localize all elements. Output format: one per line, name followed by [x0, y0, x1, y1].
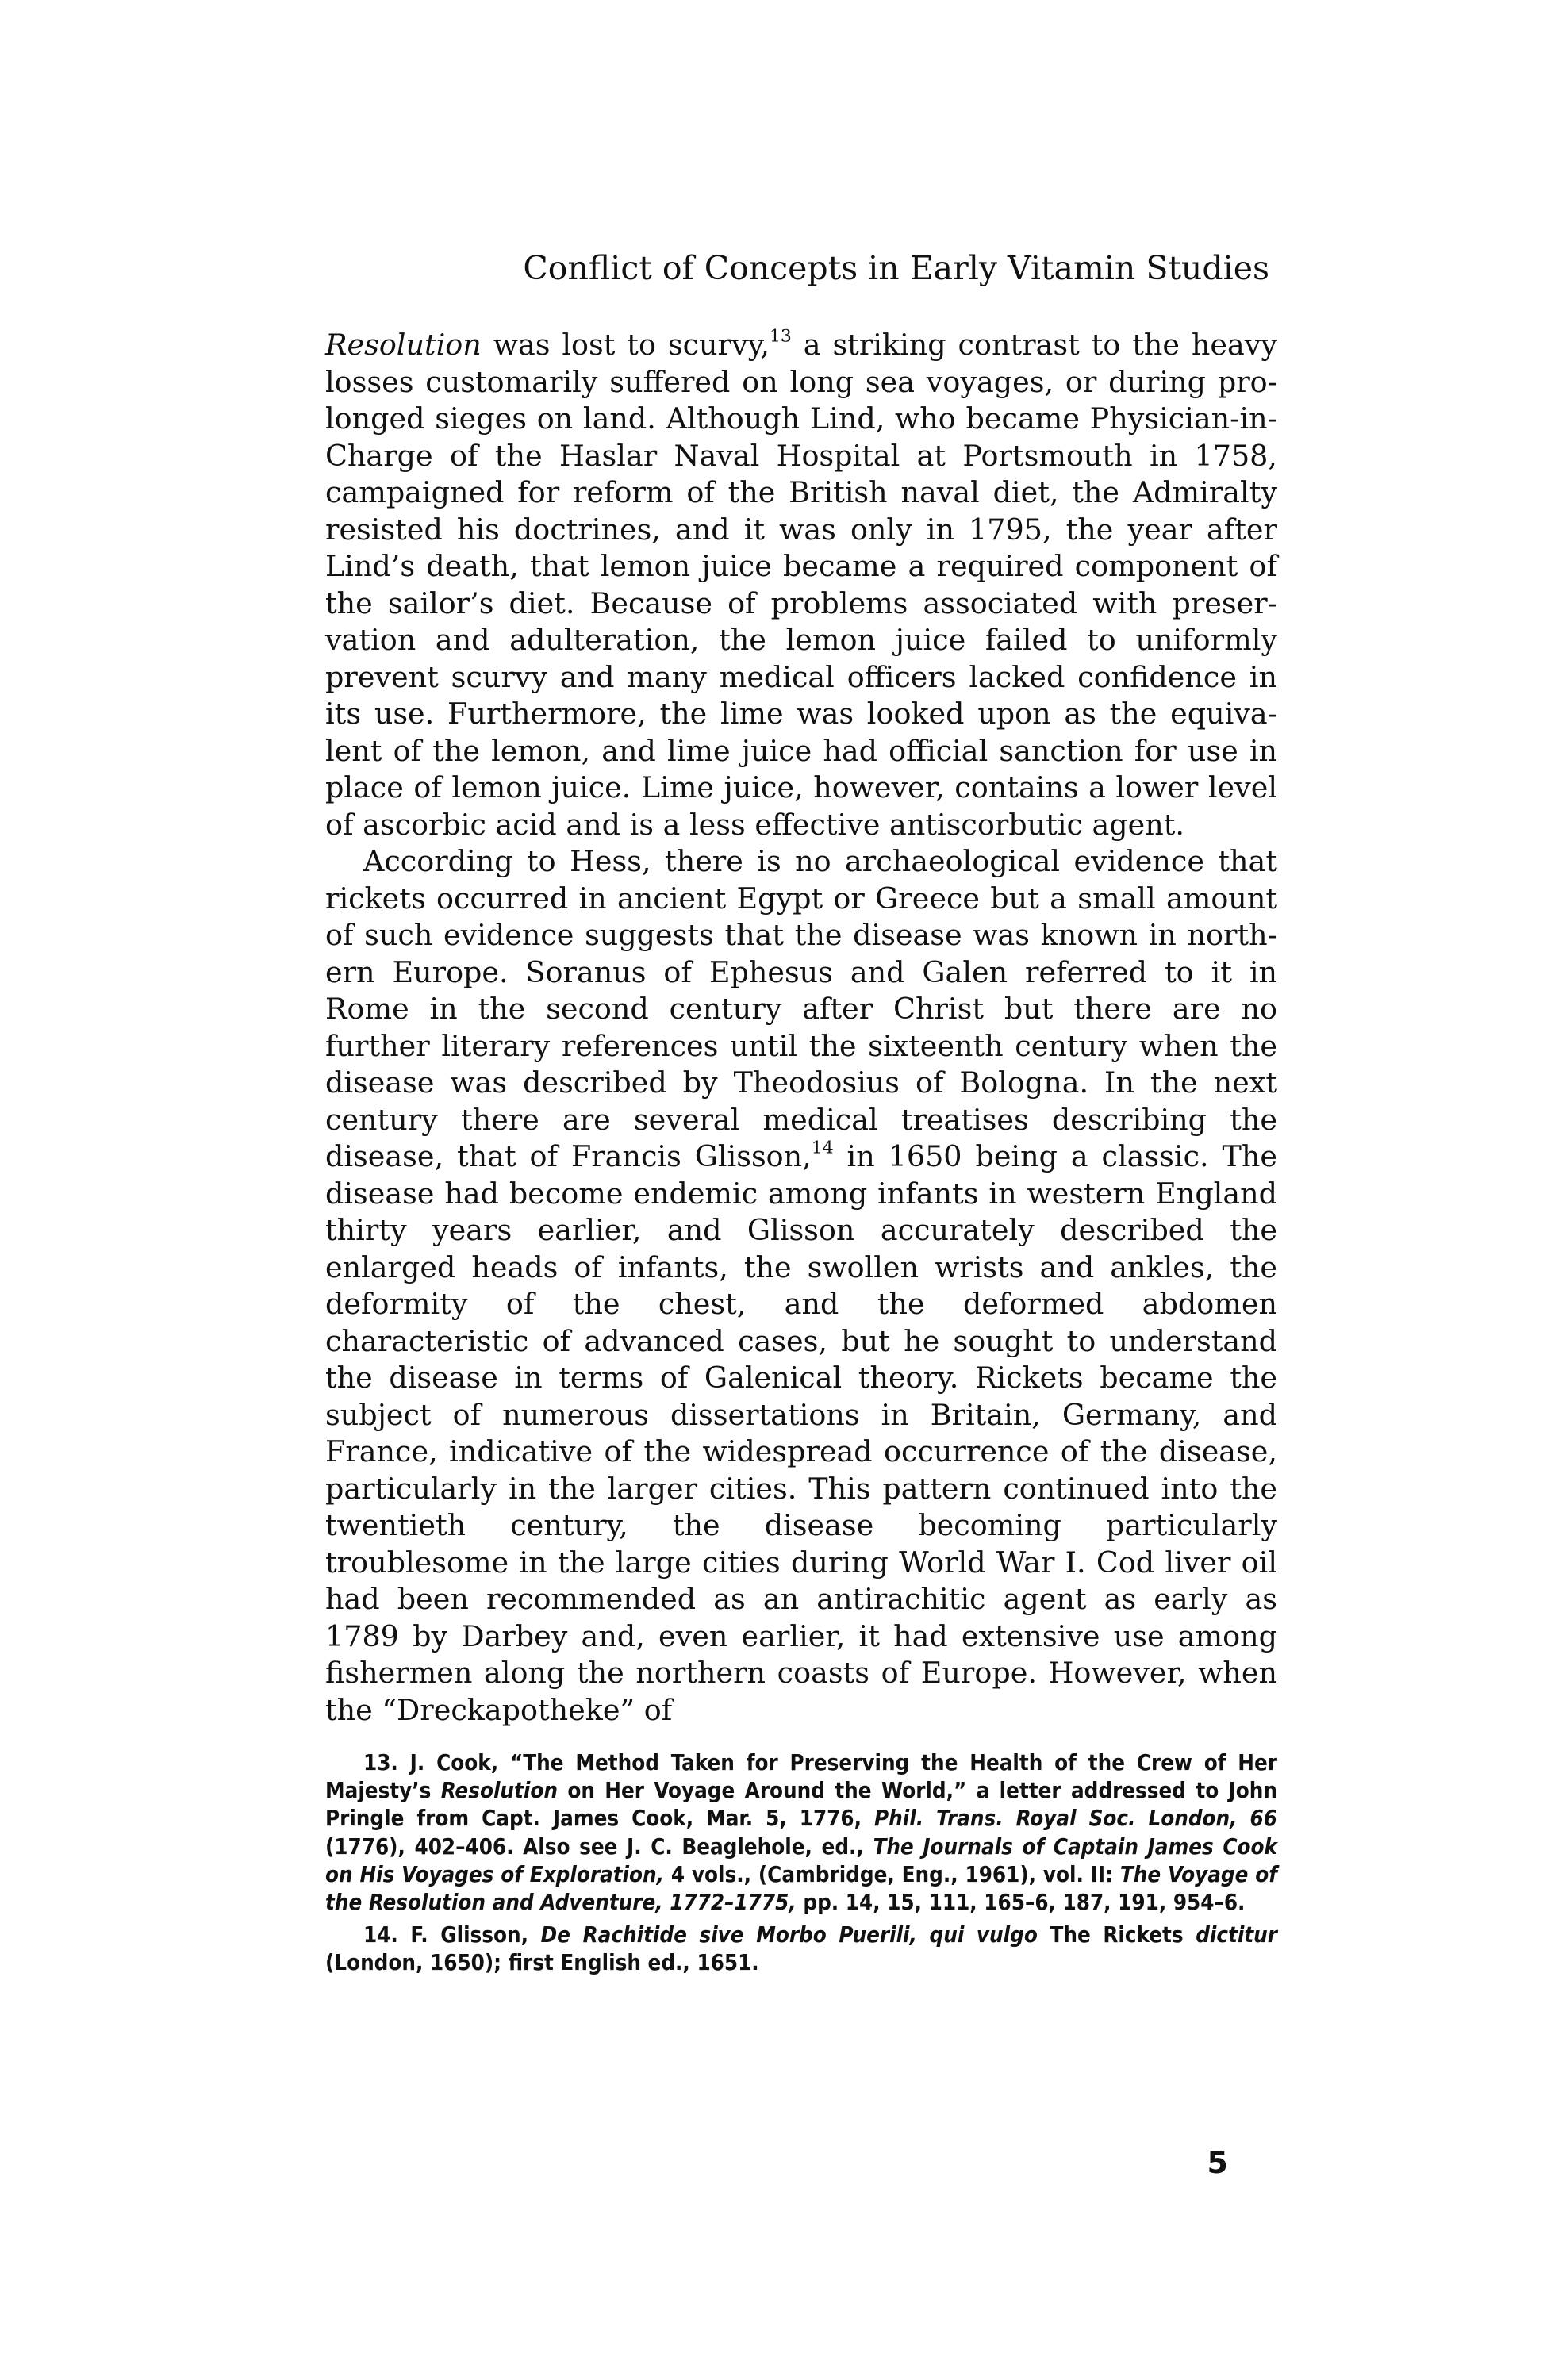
footnote-13-text-a: 13. J. Cook, “The Method Taken for Preserving the Health of the Crew of Her Majesty’s: [325, 1750, 1277, 1804]
footnote-14-text-c: (London, 1650); first English ed., 1651.: [325, 1950, 759, 1976]
footnote-13-italic-2: Phil. Trans. Royal Soc. London, 66: [874, 1806, 1277, 1832]
footnote-13-text-d: 4 vols., (Cambridge, Eng., 1961), vol. II:: [664, 1861, 1120, 1887]
footnote-13-text-c: (1776), 402–406. Also see J. C. Beaglehole, ed.,: [325, 1833, 873, 1860]
footnote-13: [325, 1749, 1277, 1917]
paragraph-1: [325, 327, 1277, 843]
footnote-14-text-a: 14. F. Glisson,: [363, 1922, 541, 1948]
italic-ship-name: Resolution: [325, 328, 482, 362]
paragraph-2-text-a: According to Hess, there is no archaeological evidence that rickets occurred in ancient Egypt or Greece but a small amount of such evidence suggests that the disease was known in northern Europe. Soranus of Ephesus and Galen referred to it in Rome in the second century after Christ but there are no further literary references until the sixteenth century when the disease was described by Theodosius of Bologna. In the next century there are several medical treatises describing the disease, that of Francis Glisson,: [325, 844, 1277, 1173]
footnotes: [325, 1749, 1277, 1983]
body-text: [325, 327, 1277, 1729]
paragraph-2: [325, 843, 1277, 1729]
paragraph-1-text-a: was lost to scurvy,: [481, 328, 770, 362]
page-number: 5: [1207, 2145, 1228, 2180]
footnote-13-italic-4: The Voyage of the Resolution and Adventure, 1772–1775,: [325, 1861, 1277, 1916]
footnote-14: [325, 1921, 1277, 1977]
footnote-14-italic-2: dictitur: [1196, 1922, 1278, 1948]
running-head: Conflict of Concepts in Early Vitamin Studies: [523, 249, 1269, 287]
footnote-ref-13[interactable]: 13: [770, 326, 792, 347]
footnote-13-italic-3: The Journals of Captain James Cook on His Voyages of Exploration,: [325, 1833, 1277, 1887]
footnote-14-text-b: The Rickets: [1037, 1922, 1196, 1948]
footnote-13-text-e: pp. 14, 15, 111, 165–6, 187, 191, 954–6.: [796, 1890, 1246, 1916]
footnote-13-text-b: on Her Voyage Around the World,” a letter addressed to John Pringle from Capt. James Cook, Mar. 5, 1776,: [325, 1778, 1277, 1832]
paragraph-2-text-b: in 1650 being a classic. The disease had become endemic among infants in western England thirty years earlier, and Glisson accurately described the enlarged heads of infants, the swollen wrists and ankles, the deformity of the chest, and the deformed abdomen characteristic of advanced cases, but he sought to understand the disease in terms of Galenical theory. Rickets became the subject of numerous dissertations in Britain, Germany, and France, indicative of the widespread occurrence of the disease, particularly in the larger cities. This pattern continued into the twentieth century, the disease becoming particularly troublesome in the large cities during World War I. Cod liver oil had been recommended as an antirachitic agent as early as 1789 by Darbey and, even earlier, it had extensive use among fishermen along the northern coasts of Europe. However, when the “Dreckapotheke” of: [325, 1139, 1277, 1727]
paragraph-1-text-b: a striking contrast to the heavy losses customarily suffered on long sea voyages, or during prolonged sieges on land. Although Lind, who became Physician-in-Charge of the Haslar Naval Hospital at Portsmouth in 1758, campaigned for reform of the British naval diet, the Admiralty resisted his doctrines, and it was only in 1795, the year after Lind’s death, that lemon juice became a required component of the sailor’s diet. Because of problems associated with preservation and adulteration, the lemon juice failed to uniformly prevent scurvy and many medical officers lacked confidence in its use. Furthermore, the lime was looked upon as the equivalent of the lemon, and lime juice had official sanction for use in place of lemon juice. Lime juice, however, contains a lower level of ascorbic acid and is a less effective antiscorbutic agent.: [325, 328, 1277, 842]
footnote-13-italic-1: Resolution: [440, 1778, 558, 1804]
footnote-14-italic-1: De Rachitide sive Morbo Puerili, qui vulgo: [540, 1922, 1038, 1948]
footnote-ref-14[interactable]: 14: [811, 1138, 834, 1158]
